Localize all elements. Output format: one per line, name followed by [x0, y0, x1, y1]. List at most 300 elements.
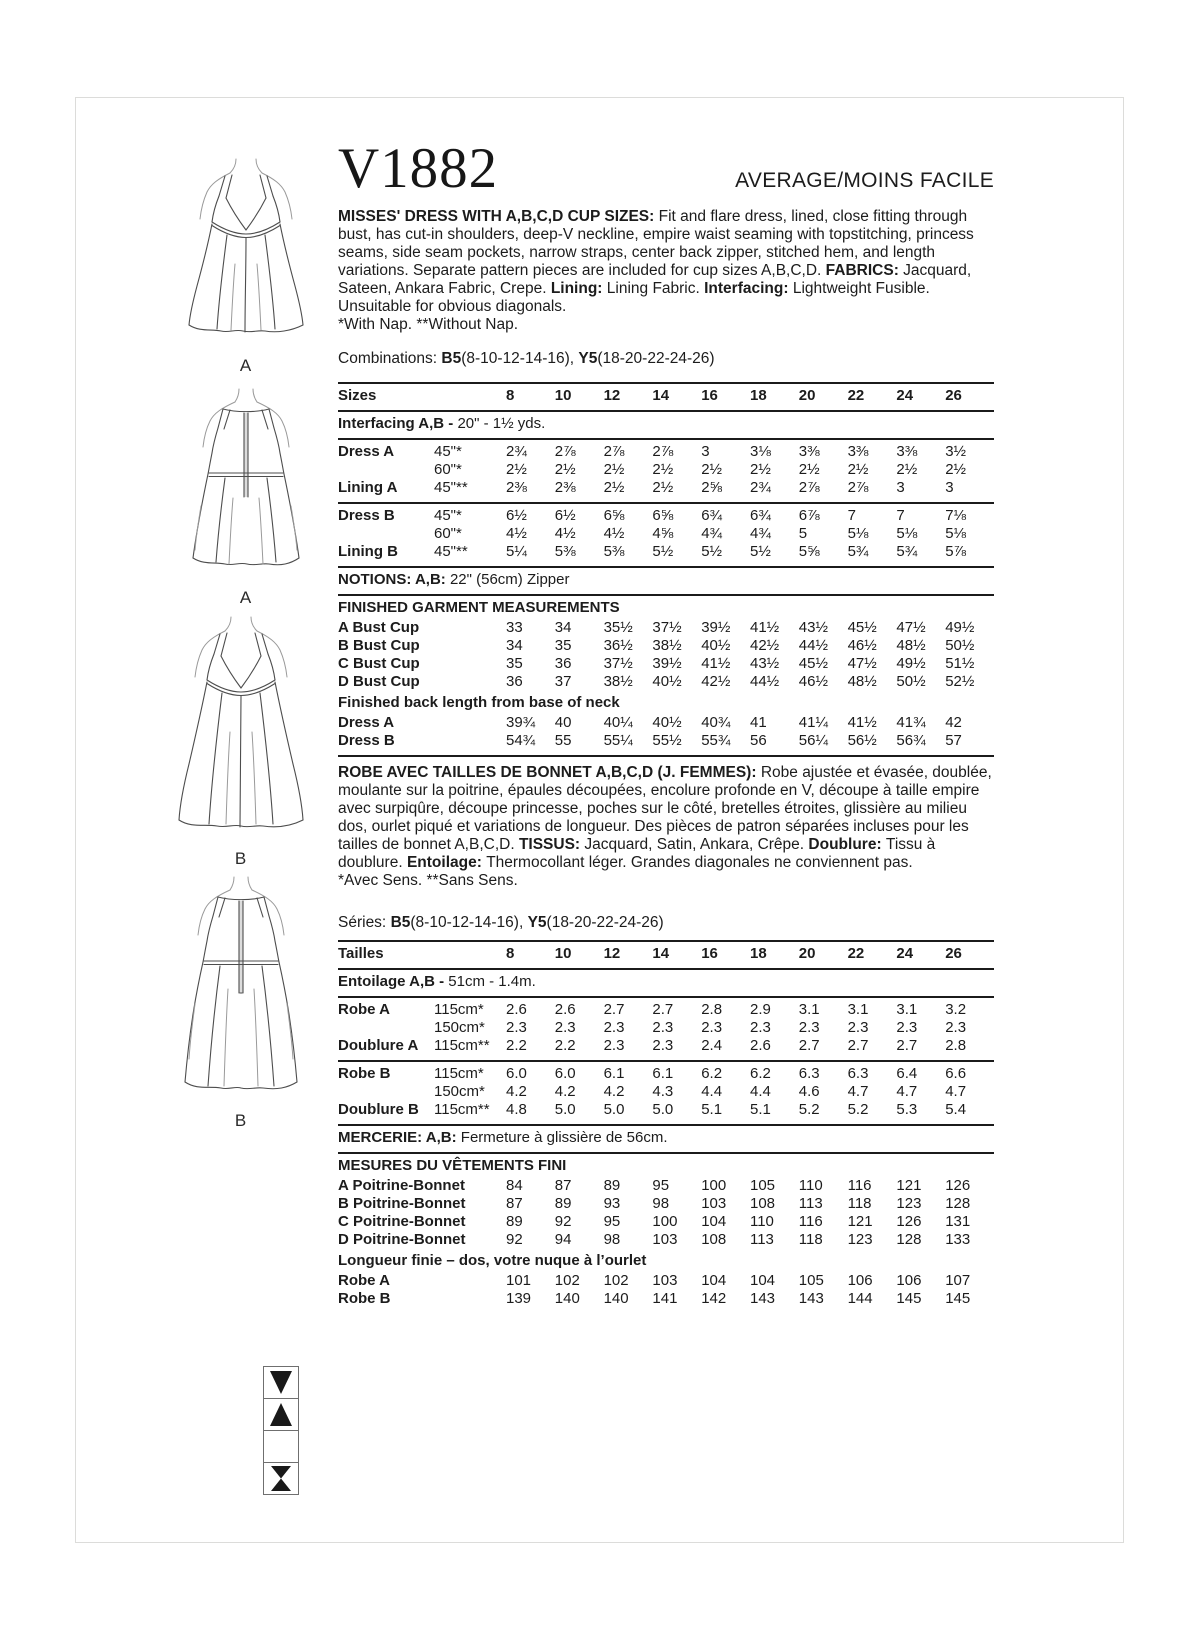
value-cell: 41 — [749, 714, 767, 731]
text: Combinations: — [338, 350, 442, 367]
value-cell: 6.3 — [798, 1065, 820, 1082]
divider — [338, 410, 994, 412]
divider — [338, 1060, 994, 1062]
value-cell: 142 — [701, 1290, 727, 1307]
table-row — [338, 1177, 994, 1195]
text: 20" - 1½ yds. — [457, 415, 546, 432]
sizes-header-row-en — [338, 387, 994, 405]
value-cell: 40¾ — [701, 714, 731, 731]
view-label: B — [234, 1111, 248, 1130]
interfacing-note-fr — [338, 973, 994, 991]
row-label: Robe B — [338, 1065, 391, 1082]
value-cell: 101 — [506, 1272, 532, 1289]
value-cell: 3.1 — [896, 1001, 918, 1018]
value-cell: 46½ — [847, 637, 877, 654]
value-cell: 2.4 — [701, 1037, 723, 1054]
value-cell: 87 — [554, 1177, 572, 1194]
value-cell: 140 — [554, 1290, 580, 1307]
value-cell: 110 — [798, 1177, 823, 1194]
text: Séries: — [338, 914, 391, 931]
bold-text: MERCERIE: A,B: — [338, 1129, 461, 1146]
fabric-width-label: 115cm* — [434, 1065, 484, 1082]
value-cell: 5½ — [749, 543, 771, 560]
table-row — [338, 1195, 994, 1213]
value-cell: 102 — [554, 1272, 580, 1289]
combinations-line — [338, 350, 994, 368]
value-cell: 22 — [847, 387, 865, 404]
value-cell: 42½ — [749, 637, 780, 654]
bold-text: MISSES' DRESS WITH A,B,C,D CUP SIZES: — [338, 208, 659, 225]
row-label: Robe A — [338, 1001, 390, 1018]
value-cell: 100 — [652, 1213, 678, 1230]
fgm-rows — [338, 619, 994, 691]
value-cell: 5.4 — [945, 1101, 967, 1118]
value-cell: 103 — [701, 1195, 727, 1212]
value-cell: 5 — [798, 525, 808, 542]
nap-note-en: *With Nap. **Without Nap. — [338, 316, 519, 333]
value-cell: 40 — [554, 714, 572, 731]
difficulty-label: AVERAGE/MOINS FACILE — [735, 169, 994, 192]
back-length-rows — [338, 714, 994, 750]
longueur-rows — [338, 1272, 994, 1308]
nap-note-fr: *Avec Sens. **Sans Sens. — [338, 872, 518, 889]
value-cell: 4.6 — [798, 1083, 820, 1100]
value-cell: 57 — [945, 732, 962, 749]
value-cell: 5⅜ — [603, 543, 625, 560]
value-cell: 113 — [749, 1231, 774, 1248]
fgm-header: FINISHED GARMENT MEASUREMENTS — [338, 599, 620, 616]
value-cell: 50½ — [945, 637, 975, 654]
value-cell: 92 — [506, 1231, 523, 1248]
value-cell: 3.1 — [798, 1001, 820, 1018]
table-row — [338, 461, 994, 479]
divider — [338, 968, 994, 970]
value-cell: 55¼ — [603, 732, 633, 749]
dress-a-front-sketch — [166, 154, 326, 376]
value-cell: 118 — [847, 1195, 872, 1212]
table-row — [338, 1231, 994, 1249]
value-cell: 48½ — [896, 637, 926, 654]
row-label: Dress B — [338, 507, 395, 524]
value-cell: 33 — [506, 619, 523, 636]
value-cell: 5.1 — [749, 1101, 771, 1118]
dress-front-long-drawing — [161, 612, 321, 847]
value-cell: 105 — [798, 1272, 824, 1289]
value-cell: 116 — [847, 1177, 872, 1194]
value-cell: 2.9 — [749, 1001, 771, 1018]
table-row — [338, 525, 994, 543]
value-cell: 2½ — [798, 461, 820, 478]
value-cell: 118 — [798, 1231, 823, 1248]
value-cell: 10 — [554, 945, 572, 962]
value-cell: 4.2 — [506, 1083, 527, 1100]
value-cell: 10 — [554, 387, 572, 404]
value-cell: 4.2 — [554, 1083, 576, 1100]
table-row — [338, 637, 994, 655]
divider — [338, 755, 994, 757]
bold-text: Y5 — [578, 350, 598, 367]
hourglass-icon — [263, 1462, 299, 1495]
value-cell: 103 — [652, 1231, 678, 1248]
text: Robe ajustée et évasée, doublée, moulante sur la poitrine, épaules découpées, encolure profonde en V, découpe à taille empire avec surpiqûre, découpe princesse, poches sur le côté, bretelles étroites, glissière au milieu dos, ourlet piqué et variations de longueur. Des pièces de patron séparées incluses pour les tailles de bonnet A,B,C,D. — [338, 764, 992, 853]
row-label: Dress A — [338, 443, 395, 460]
triangle-up-icon — [263, 1398, 299, 1431]
value-cell: 93 — [603, 1195, 621, 1212]
value-cell: 2.3 — [652, 1019, 674, 1036]
text: Fit and flare dress, lined, close fitting through bust, has cut-in shoulders, deep-V neckline, empire waist seaming with topstitching, princess seams, side seam pockets, narrow straps, center back zipper, stitched hem, and length variations. Separate pattern pieces are included for cup sizes A,B,C,D. — [338, 208, 974, 279]
value-cell: 2.7 — [896, 1037, 918, 1054]
value-cell: 44½ — [798, 637, 828, 654]
value-cell: 24 — [896, 945, 914, 962]
table-row — [338, 1213, 994, 1231]
value-cell: 50½ — [896, 673, 926, 690]
value-cell: 5.1 — [701, 1101, 723, 1118]
value-cell: 126 — [896, 1213, 922, 1230]
value-cell: 43½ — [749, 655, 780, 672]
value-cell: 104 — [701, 1213, 727, 1230]
row-label: Doublure B — [338, 1101, 419, 1118]
value-cell: 38½ — [603, 673, 633, 690]
text: 22" (56cm) Zipper — [449, 571, 570, 588]
value-cell: 5⅞ — [945, 543, 967, 560]
text: Fermeture à glissière de 56cm. — [460, 1129, 668, 1146]
value-cell: 2½ — [603, 479, 625, 496]
value-cell: 12 — [603, 387, 621, 404]
value-cell: 2½ — [896, 461, 918, 478]
value-cell: 5¼ — [506, 543, 527, 560]
value-cell: 5.2 — [798, 1101, 820, 1118]
divider — [338, 594, 994, 596]
bold-text: Lining: — [550, 280, 607, 297]
table-row — [338, 507, 994, 525]
row-label — [338, 461, 434, 479]
value-cell: 6.6 — [945, 1065, 967, 1082]
value-cell: 7⅛ — [945, 507, 967, 524]
value-cell: 116 — [798, 1213, 823, 1230]
value-cell: 128 — [896, 1231, 922, 1248]
value-cell: 35½ — [603, 619, 633, 636]
value-cell: 40½ — [701, 637, 731, 654]
value-cell: 2½ — [554, 461, 576, 478]
value-cell: 5¾ — [896, 543, 918, 560]
value-cell: 140 — [603, 1290, 629, 1307]
divider — [338, 566, 994, 568]
info-panel — [338, 134, 994, 1308]
value-cell: 6.1 — [603, 1065, 625, 1082]
value-cell: 16 — [701, 945, 718, 962]
value-cell: 133 — [945, 1231, 971, 1248]
value-cell: 141 — [652, 1290, 678, 1307]
value-cell: 121 — [896, 1177, 922, 1194]
value-cell: 3⅜ — [798, 443, 820, 460]
divider — [338, 1124, 994, 1126]
value-cell: 42 — [945, 714, 962, 731]
value-cell: 56¼ — [798, 732, 828, 749]
value-cell: 2.3 — [945, 1019, 967, 1036]
value-cell: 6¾ — [749, 507, 771, 524]
value-cell: 22 — [847, 945, 865, 962]
value-cell: 2.7 — [847, 1037, 869, 1054]
description-fr-text — [338, 764, 992, 871]
value-cell: 145 — [945, 1290, 971, 1307]
value-cell: 18 — [749, 945, 767, 962]
value-cell: 5.0 — [652, 1101, 674, 1118]
value-cell: 26 — [945, 945, 962, 962]
text: (18-20-22-24-26) — [546, 914, 664, 931]
value-cell: 42½ — [701, 673, 731, 690]
value-cell: 2.3 — [749, 1019, 771, 1036]
value-cell: 3½ — [945, 443, 967, 460]
table-row — [338, 1290, 994, 1308]
value-cell: 36 — [506, 673, 523, 690]
value-cell: 5½ — [701, 543, 723, 560]
value-cell: 6.0 — [506, 1065, 527, 1082]
row-label: A Poitrine-Bonnet — [338, 1177, 465, 1194]
value-cell: 4.7 — [945, 1083, 967, 1100]
value-cell: 121 — [847, 1213, 873, 1230]
value-cell: 52½ — [945, 673, 975, 690]
row-label: D Bust Cup — [338, 673, 420, 690]
value-cell: 3 — [701, 443, 710, 460]
bold-text: Doublure: — [808, 836, 886, 853]
value-cell: 14 — [652, 387, 670, 404]
table-row — [338, 1019, 994, 1037]
row-label: B Bust Cup — [338, 637, 420, 654]
value-cell: 5.2 — [847, 1101, 869, 1118]
text: Thermocollant léger. Grandes diagonales ne conviennent pas. — [486, 854, 913, 871]
value-cell: 6½ — [554, 507, 576, 524]
table-row — [338, 673, 994, 691]
value-cell: 2½ — [506, 461, 527, 478]
value-cell: 89 — [506, 1213, 523, 1230]
value-cell: 43½ — [798, 619, 828, 636]
value-cell: 56 — [749, 732, 767, 749]
value-cell: 98 — [652, 1195, 670, 1212]
value-cell: 2.3 — [896, 1019, 918, 1036]
sizes-header-row-fr — [338, 945, 994, 963]
value-cell: 2½ — [652, 479, 674, 496]
value-cell: 105 — [749, 1177, 776, 1194]
value-cell: 2⅝ — [701, 479, 723, 496]
fabric-width-label: 115cm* — [434, 1001, 484, 1018]
value-cell: 5⅛ — [847, 525, 869, 542]
table-row — [338, 1001, 994, 1019]
value-cell: 54¾ — [506, 732, 536, 749]
value-cell: 56½ — [847, 732, 877, 749]
text: Tissu à doublure. — [338, 836, 936, 871]
printer-marks — [263, 1366, 299, 1495]
value-cell: 2.7 — [798, 1037, 820, 1054]
description-fr — [338, 764, 994, 890]
value-cell: 2⅜ — [506, 479, 527, 496]
value-cell: 2⅞ — [652, 443, 674, 460]
value-cell: 36 — [554, 655, 572, 672]
value-cell: 2⅞ — [554, 443, 576, 460]
value-cell: 3⅜ — [847, 443, 869, 460]
yardage-dress-b — [338, 507, 994, 561]
value-cell: 107 — [945, 1272, 971, 1289]
value-cell: 2⅞ — [847, 479, 869, 496]
value-cell: 95 — [652, 1177, 670, 1194]
value-cell: 20 — [798, 387, 816, 404]
value-cell: 35 — [506, 655, 523, 672]
value-cell: 38½ — [652, 637, 682, 654]
description-en — [338, 208, 994, 334]
value-cell: 2.2 — [506, 1037, 527, 1054]
fabric-width-label: 115cm** — [434, 1037, 490, 1054]
table-row — [338, 1101, 994, 1119]
value-cell: 39¾ — [506, 714, 536, 731]
value-cell: 2.7 — [652, 1001, 674, 1018]
value-cell: 104 — [749, 1272, 776, 1289]
value-cell: 2½ — [701, 461, 723, 478]
value-cell: 139 — [506, 1290, 532, 1307]
value-cell: 2.2 — [554, 1037, 576, 1054]
value-cell: 40½ — [652, 714, 682, 731]
notions-line — [338, 571, 994, 589]
dress-a-back-sketch — [166, 386, 326, 608]
table-row — [338, 945, 994, 963]
header-row — [338, 134, 994, 200]
blank-box — [263, 1430, 299, 1463]
row-label: Lining B — [338, 543, 398, 560]
fabric-width-label: 150cm* — [434, 1019, 485, 1036]
dress-back-short-drawing — [166, 386, 326, 586]
value-cell: 2½ — [945, 461, 967, 478]
text: Lightweight Fusible. Unsuitable for obvious diagonals. — [338, 280, 930, 315]
value-cell: 84 — [506, 1177, 523, 1194]
value-cell: 6.1 — [652, 1065, 674, 1082]
value-cell: 35 — [554, 637, 572, 654]
value-cell: 5¾ — [847, 543, 869, 560]
value-cell: 34 — [554, 619, 572, 636]
value-cell: 2¾ — [749, 479, 771, 496]
description-en-text — [338, 208, 974, 315]
row-label: Dress A — [338, 714, 395, 731]
row-label: Tailles — [338, 945, 384, 962]
row-label: C Poitrine-Bonnet — [338, 1213, 466, 1230]
value-cell: 100 — [701, 1177, 727, 1194]
value-cell: 5.0 — [603, 1101, 625, 1118]
value-cell: 2.6 — [554, 1001, 576, 1018]
table-row — [338, 1272, 994, 1290]
value-cell: 89 — [554, 1195, 572, 1212]
value-cell: 2¾ — [506, 443, 527, 460]
value-cell: 5⅛ — [896, 525, 918, 542]
value-cell: 7 — [847, 507, 856, 524]
fabric-width-label: 60"* — [434, 461, 462, 478]
table-row — [338, 655, 994, 673]
value-cell: 6.2 — [749, 1065, 771, 1082]
table-row — [338, 387, 994, 405]
value-cell: 2.6 — [749, 1037, 771, 1054]
bold-text: Entoilage: — [406, 854, 487, 871]
pattern-number: V1882 — [338, 136, 499, 200]
value-cell: 145 — [896, 1290, 922, 1307]
fabric-width-label: 60"* — [434, 525, 462, 542]
value-cell: 6¾ — [701, 507, 723, 524]
value-cell: 4½ — [554, 525, 576, 542]
view-label: A — [239, 588, 253, 607]
bold-text: Interfacing A,B - — [338, 415, 458, 432]
value-cell: 3.2 — [945, 1001, 967, 1018]
value-cell: 108 — [749, 1195, 776, 1212]
fabric-width-label: 150cm* — [434, 1083, 485, 1100]
value-cell: 3⅛ — [749, 443, 771, 460]
table-row — [338, 714, 994, 732]
dress-b-back-sketch — [161, 874, 321, 1131]
value-cell: 45½ — [798, 655, 828, 672]
value-cell: 8 — [506, 945, 515, 962]
value-cell: 2.3 — [603, 1037, 625, 1054]
fabric-width-label: 45"** — [434, 479, 468, 496]
value-cell: 2.7 — [603, 1001, 625, 1018]
value-cell: 4.4 — [701, 1083, 723, 1100]
bold-text: NOTIONS: A,B: — [338, 571, 450, 588]
table-row — [338, 619, 994, 637]
table-row — [338, 443, 994, 461]
text: (8-10-12-14-16), — [410, 914, 528, 931]
value-cell: 6½ — [506, 507, 527, 524]
row-label: B Poitrine-Bonnet — [338, 1195, 466, 1212]
dress-front-short-drawing — [166, 154, 326, 354]
value-cell: 12 — [603, 945, 621, 962]
value-cell: 92 — [554, 1213, 572, 1230]
divider — [338, 940, 994, 942]
value-cell: 14 — [652, 945, 670, 962]
row-label — [338, 1083, 434, 1101]
value-cell: 40¼ — [603, 714, 633, 731]
value-cell: 4¾ — [749, 525, 771, 542]
value-cell: 4⅝ — [652, 525, 674, 542]
value-cell: 5.3 — [896, 1101, 918, 1118]
value-cell: 36½ — [603, 637, 633, 654]
value-cell: 46½ — [798, 673, 828, 690]
row-label: Lining A — [338, 479, 398, 496]
value-cell: 126 — [945, 1177, 971, 1194]
value-cell: 3⅜ — [896, 443, 918, 460]
bold-text: Interfacing: — [704, 280, 793, 297]
bold-text: FABRICS: — [825, 262, 904, 279]
bold-text: Entoilage A,B - — [338, 973, 449, 990]
value-cell: 6⅞ — [798, 507, 820, 524]
value-cell: 2½ — [603, 461, 625, 478]
sheet — [75, 97, 1124, 1543]
value-cell: 2.3 — [798, 1019, 820, 1036]
value-cell: 24 — [896, 387, 914, 404]
value-cell: 39½ — [652, 655, 682, 672]
value-cell: 102 — [603, 1272, 629, 1289]
value-cell: 4½ — [603, 525, 625, 542]
value-cell: 95 — [603, 1213, 621, 1230]
value-cell: 4½ — [506, 525, 527, 542]
view-label: B — [234, 849, 248, 868]
bold-text: Y5 — [527, 914, 547, 931]
value-cell: 104 — [701, 1272, 727, 1289]
value-cell: 55½ — [652, 732, 682, 749]
value-cell: 5⅜ — [554, 543, 576, 560]
value-cell: 40½ — [652, 673, 682, 690]
mesures-rows — [338, 1177, 994, 1249]
value-cell: 2.3 — [652, 1037, 674, 1054]
value-cell: 45½ — [847, 619, 877, 636]
value-cell: 37½ — [652, 619, 682, 636]
value-cell: 41¾ — [896, 714, 926, 731]
value-cell: 6.4 — [896, 1065, 918, 1082]
value-cell: 34 — [506, 637, 523, 654]
value-cell: 2.3 — [554, 1019, 576, 1036]
value-cell: 5⅝ — [798, 543, 820, 560]
